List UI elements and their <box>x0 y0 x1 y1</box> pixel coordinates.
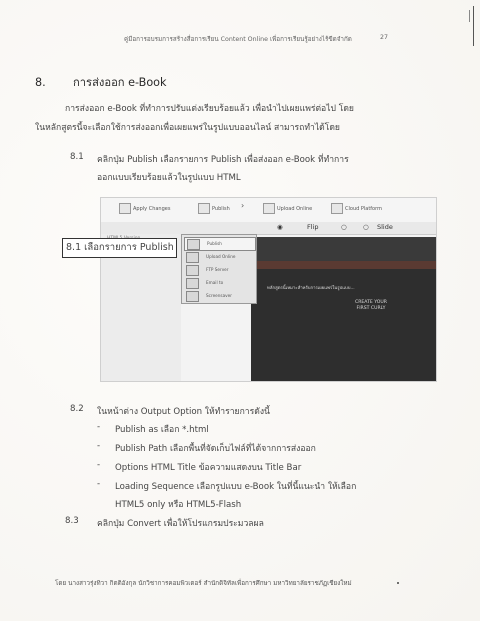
step-8-1-line-1: คลิกปุ่ม Publish เลือกรายการ Publish เพื่อส่งออก e-Book ที่ทำการ <box>97 155 349 165</box>
header-text: คู่มือการอบรมการสร้างสื่อการเรียน Content Online เพื่อการเรียนรู้อย่างไร้ขีดจำกัด <box>124 36 352 43</box>
section-heading <box>35 73 167 91</box>
option-item-1: Publish as เลือก *.html <box>115 425 209 435</box>
preview-promo-text: CREATE YOUR FIRST CURLY <box>355 300 387 311</box>
publish-menu <box>181 234 257 304</box>
preview-area <box>251 237 436 381</box>
section-title: การส่งออก e-Book <box>73 76 167 89</box>
menu-item-upload-online: Upload Online <box>184 251 254 263</box>
option-item-3: Options HTML Title ข้อความแสดงบน Title Bar <box>115 463 302 473</box>
step-8-3-text: คลิกปุ่ม Convert เพื่อให้โปรแกรมประมวลผล <box>97 519 264 529</box>
publish-icon <box>198 203 210 214</box>
radio-icon: ◉ <box>277 223 283 231</box>
step-8-2-title: ในหน้าต่าง Output Option ให้ทำรายการดังนี้ <box>97 407 270 417</box>
preview-caption: หลักสูตรนี้เหมาะสำหรับการเผยแพร่ในรูปแบบ... <box>267 286 355 291</box>
bullet-dash: - <box>97 441 101 451</box>
ribbon-toolbar <box>101 198 436 223</box>
menu-item-screensaver: Screensaver <box>184 290 254 302</box>
publish-button: Publish <box>198 203 230 214</box>
step-8-2-number: 8.2 <box>70 404 84 414</box>
menu-item-email: Email to <box>184 277 254 289</box>
radio-icon: ○ <box>363 223 369 231</box>
software-screenshot <box>100 197 437 382</box>
email-icon <box>186 278 199 289</box>
chevron-right-icon: › <box>241 201 245 210</box>
edge-mark <box>469 10 470 22</box>
option-item-4: Loading Sequence เลือกรูปแบบ e-Book ในที่นี้แนะนำ ให้เลือก <box>115 482 357 492</box>
footer-credit: โดย นางสาวรุ่งทิวา กิตติอังกุล นักวิชาการคอมพิวเตอร์ สำนักดิจิทัลเพื่อการศึกษา มหาวิทยาลัยราชภัฏเชียงใหม่ <box>55 580 352 587</box>
bullet-dash: - <box>97 479 101 489</box>
radio-icon: ○ <box>341 223 347 231</box>
running-header <box>124 34 424 44</box>
speck <box>397 582 399 584</box>
cloud-icon <box>331 203 343 214</box>
screensaver-icon <box>186 291 199 302</box>
menu-item-ftp: FTP Server <box>184 264 254 276</box>
slide-option: Slide <box>377 223 393 231</box>
ftp-icon <box>186 265 199 276</box>
step-8-1-line-2: ออกแบบเรียบร้อยแล้วในรูปแบบ HTML <box>97 173 241 183</box>
intro-line-1: การส่งออก e-Book ที่ทำการปรับแต่งเรียบร้อยแล้ว เพื่อนำไปเผยแพร่ต่อไป โดย <box>65 104 354 114</box>
bullet-dash: - <box>97 460 101 470</box>
cloud-platform-button: Cloud Platform <box>331 203 382 214</box>
step-8-1-number: 8.1 <box>70 152 84 162</box>
page-number: 27 <box>380 34 389 41</box>
upload-icon <box>186 252 199 263</box>
section-number: 8. <box>35 76 46 89</box>
apply-icon <box>119 203 131 214</box>
option-item-2: Publish Path เลือกพื้นที่จัดเก็บไฟล์ที่ได้จากการส่งออก <box>115 444 316 454</box>
upload-online-button: Upload Online <box>263 203 312 214</box>
edge-mark <box>473 6 474 46</box>
step-8-3-number: 8.3 <box>65 516 79 526</box>
callout-label: 8.1 เลือกรายการ Publish <box>62 238 177 258</box>
flip-option: Flip <box>307 223 319 231</box>
upload-icon <box>263 203 275 214</box>
bullet-dash: - <box>97 422 101 432</box>
menu-item-publish: Publish <box>184 237 256 251</box>
option-item-4-continued: HTML5 only หรือ HTML5-Flash <box>115 500 242 510</box>
intro-line-2: ในหลักสูตรนี้จะเลือกใช้การส่งออกเพื่อเผยแพร่ในรูปแบบออนไลน์ สามารถทำได้โดย <box>35 123 340 133</box>
apply-changes-button: Apply Changes <box>119 203 170 214</box>
publish-icon <box>187 239 200 250</box>
